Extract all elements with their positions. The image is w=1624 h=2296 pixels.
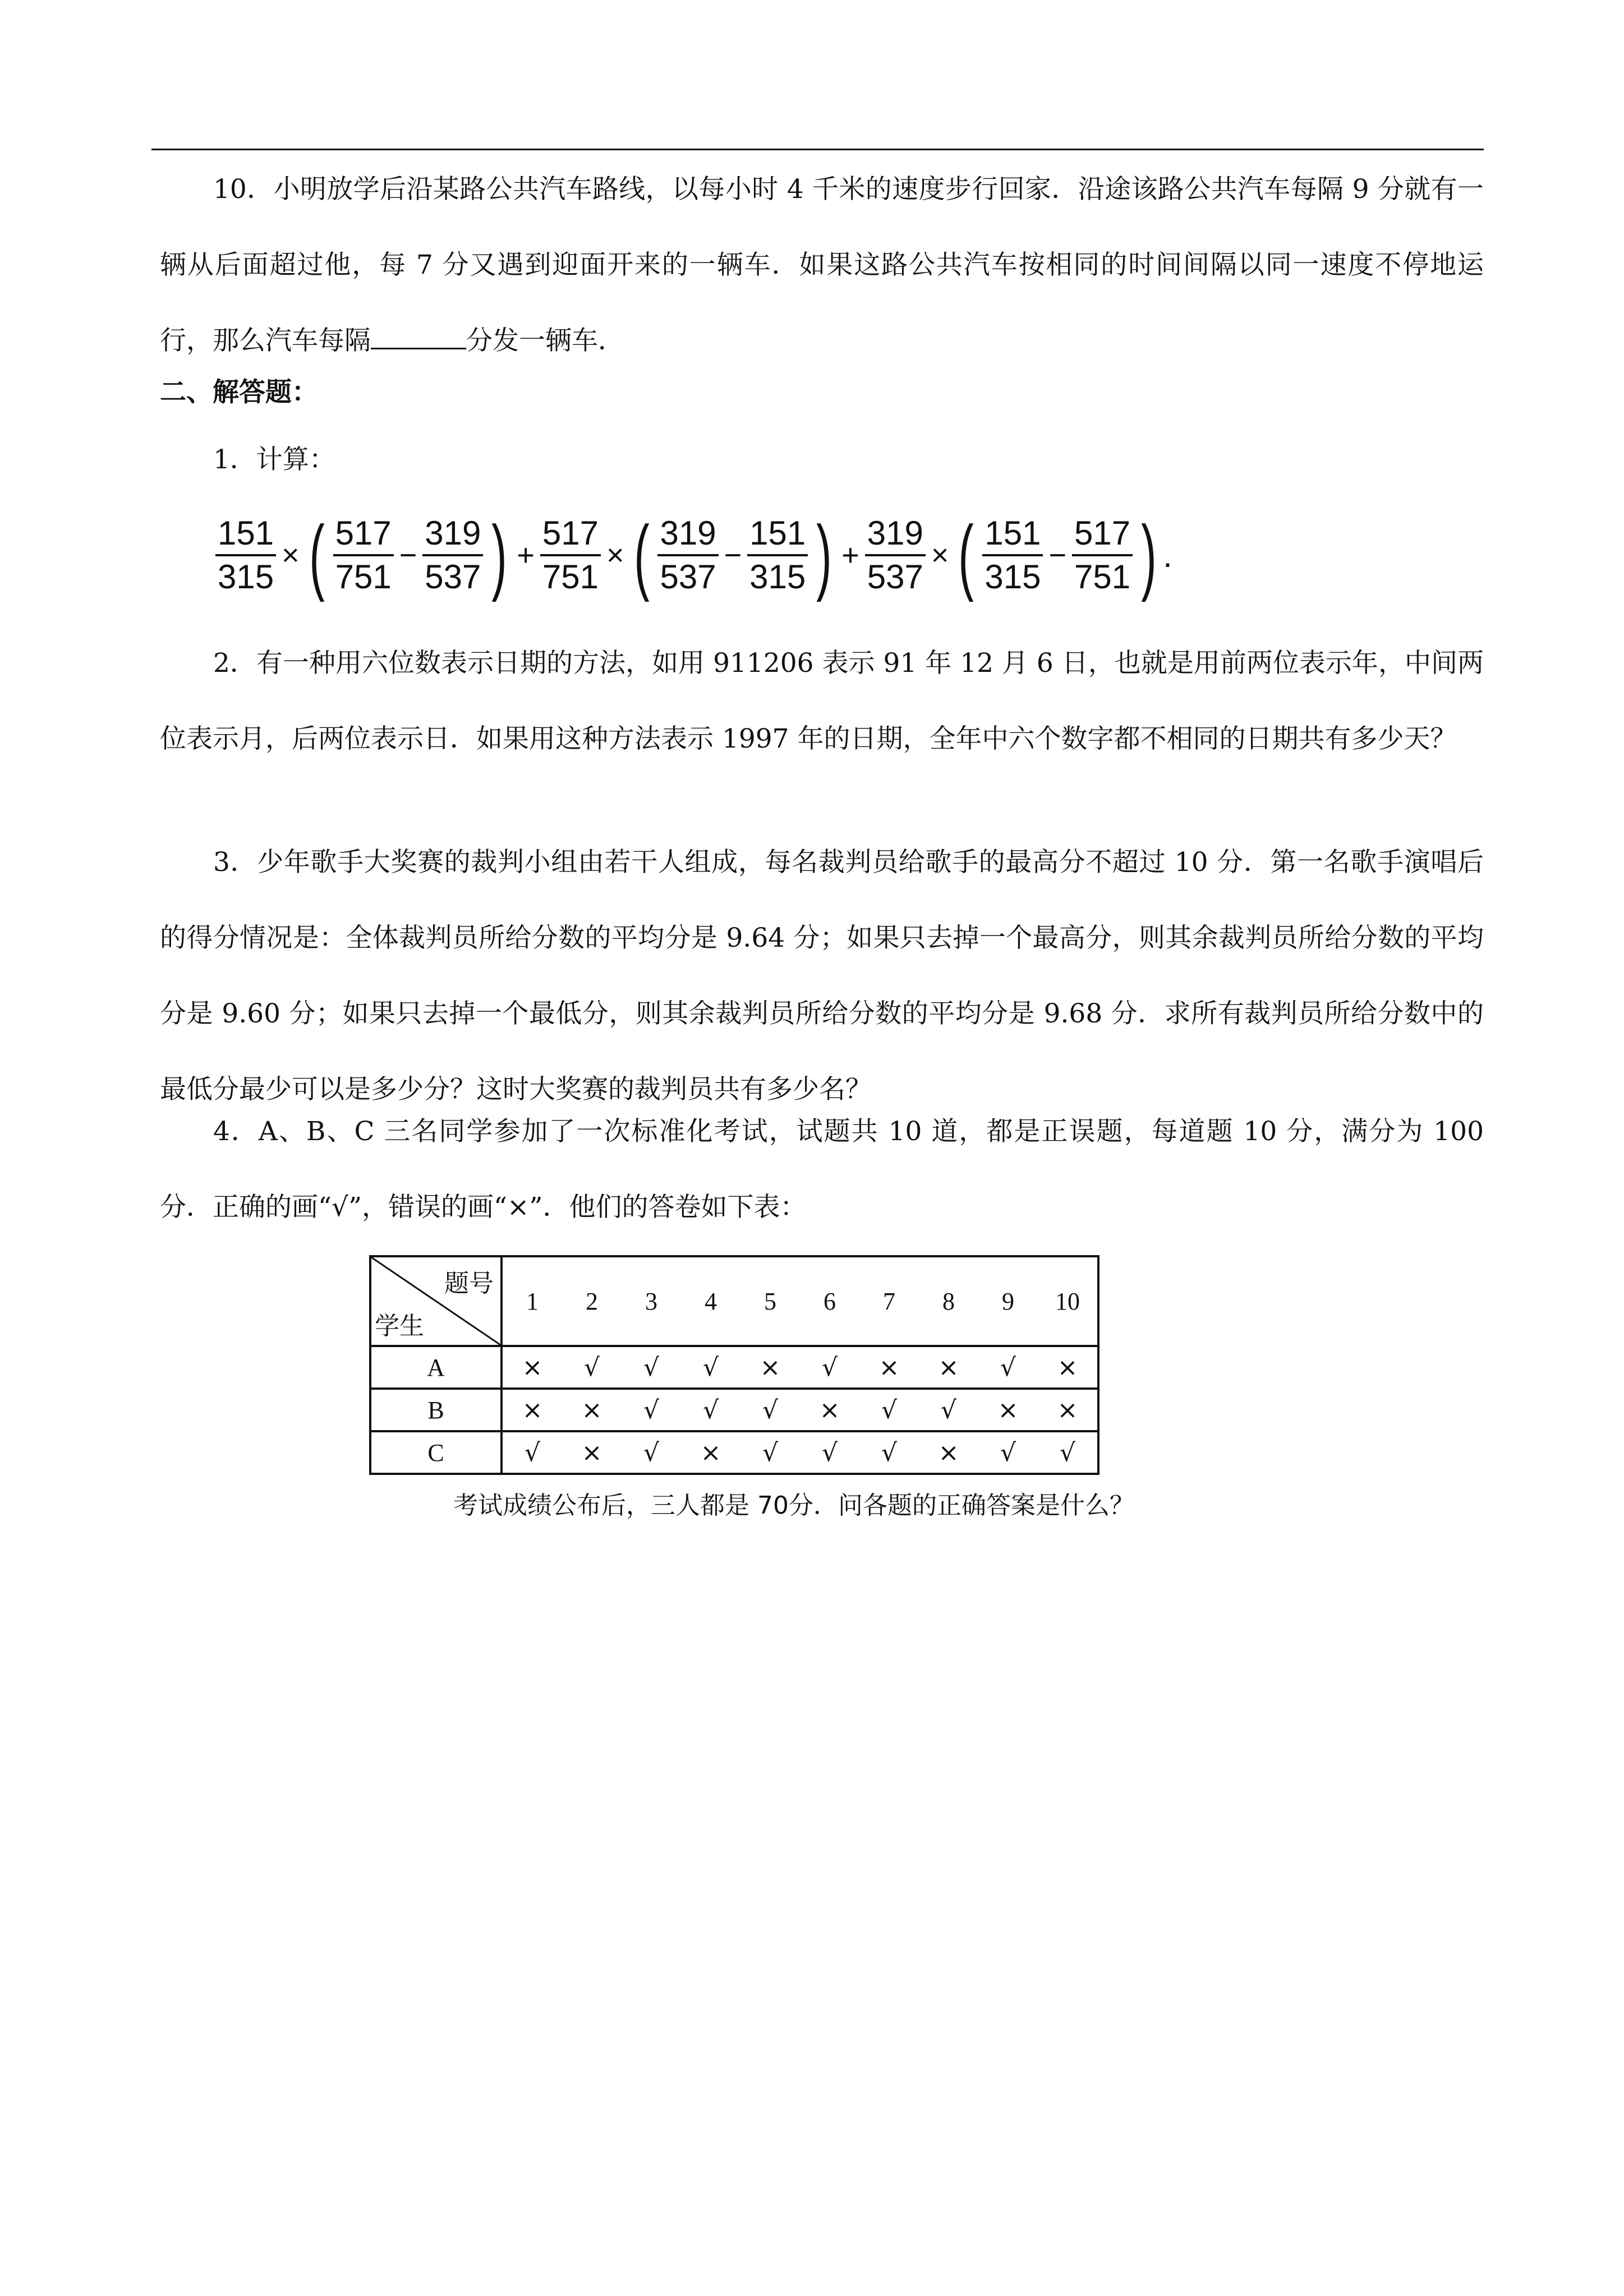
answer-mark: √	[740, 1431, 800, 1474]
answer-mark: ×	[919, 1431, 978, 1474]
minus-sign: −	[399, 538, 417, 572]
calculation-expression	[213, 510, 1172, 600]
table-header-row	[370, 1256, 1098, 1346]
answer-mark: ×	[502, 1346, 562, 1389]
answer-mark: ×	[800, 1389, 859, 1431]
fraction-c	[865, 515, 926, 596]
fraction-a	[215, 515, 276, 596]
plus-sign: +	[517, 538, 535, 572]
answer-mark: √	[800, 1431, 859, 1474]
answer-mark: √	[978, 1346, 1038, 1389]
answer-mark: ×	[1038, 1346, 1098, 1389]
fraction-den: 315	[984, 558, 1041, 596]
table-row-a	[370, 1346, 1098, 1389]
answer-mark: √	[800, 1346, 859, 1389]
answer-mark: √	[681, 1346, 740, 1389]
fraction-num: 319	[422, 515, 483, 556]
answer-mark: √	[740, 1389, 800, 1431]
fraction-den: 537	[867, 558, 923, 596]
answer-mark: ×	[502, 1389, 562, 1431]
question-number: 6	[800, 1256, 859, 1346]
answer-mark: √	[681, 1389, 740, 1431]
answer-mark: √	[859, 1431, 919, 1474]
question-number: 8	[919, 1256, 978, 1346]
fraction-b	[1072, 515, 1133, 596]
right-paren: )	[1141, 508, 1157, 602]
question-number: 1	[502, 1256, 562, 1346]
question-number: 4	[681, 1256, 740, 1346]
fraction-den: 537	[425, 558, 481, 596]
fraction-a	[747, 515, 808, 596]
student-name: B	[370, 1389, 502, 1431]
answer-mark: ×	[562, 1431, 622, 1474]
answer-mark: √	[1038, 1431, 1098, 1474]
fraction-num: 151	[982, 515, 1043, 556]
table-row-b	[370, 1389, 1098, 1431]
corner-label-question: 题号	[444, 1269, 494, 1298]
fraction-c	[657, 515, 718, 596]
fraction-b	[540, 515, 601, 596]
fraction-den: 315	[218, 558, 274, 596]
left-paren: (	[633, 508, 650, 602]
minus-sign: −	[1048, 538, 1067, 572]
answer-mark: ×	[859, 1346, 919, 1389]
plus-sign: +	[841, 538, 859, 572]
question-10	[160, 151, 1484, 379]
answer-mark: √	[562, 1346, 622, 1389]
times-sign: ×	[931, 538, 949, 572]
answer-table	[369, 1255, 1099, 1475]
question-number: 7	[859, 1256, 919, 1346]
end-period: .	[1163, 536, 1172, 574]
answer-mark: √	[502, 1431, 562, 1474]
question-number: 2	[562, 1256, 622, 1346]
question-number: 5	[740, 1256, 800, 1346]
answer-blank	[371, 325, 466, 349]
answer-mark: √	[859, 1389, 919, 1431]
table-caption: 考试成绩公布后，三人都是 70分．问各题的正确答案是什么？	[453, 1491, 1134, 1520]
left-paren: (	[309, 508, 325, 602]
answer-mark: √	[622, 1346, 681, 1389]
answer-mark: ×	[740, 1346, 800, 1389]
problem-4: 4．A、B、C 三名同学参加了一次标准化考试，试题共 10 道，都是正误题，每道题 10 分，满分为 100 分．正确的画“√”，错误的画“×”．他们的答卷如下表：	[160, 1116, 1484, 1223]
fraction-den: 537	[660, 558, 716, 596]
problem-1-label: 1．计算：	[213, 444, 335, 475]
answer-mark: ×	[1038, 1389, 1098, 1431]
minus-sign: −	[724, 538, 742, 572]
header-rule	[151, 149, 1484, 150]
fraction-den: 751	[1074, 558, 1131, 596]
table-row-c	[370, 1431, 1098, 1474]
answer-mark: ×	[681, 1431, 740, 1474]
fraction-num: 517	[540, 515, 601, 556]
right-paren: )	[816, 508, 832, 602]
corner-label-student: 学生	[375, 1312, 424, 1340]
answer-mark: ×	[562, 1389, 622, 1431]
fraction-den: 751	[542, 558, 599, 596]
answer-mark: √	[622, 1431, 681, 1474]
fraction-num: 151	[215, 515, 276, 556]
problem-3: 3．少年歌手大奖赛的裁判小组由若干人组成，每名裁判员给歌手的最高分不超过 10 分．第一名歌手演唱后的得分情况是：全体裁判员所给分数的平均分是 9.64 分；如果只去掉一个最高分，则其余裁判员所给分数的平均分是 9.60 分；如果只去掉一个最低分，则其余裁判员所给分数的平均分是 9.68 分．求所有裁判员所给分数中的最低分最少可以是多少分？这时大奖赛的裁判员共有多少名？	[160, 847, 1484, 1105]
section-title: 二、解答题：	[160, 377, 318, 408]
question-10-tail: 分发一辆车．	[466, 325, 624, 356]
answer-mark: ×	[919, 1346, 978, 1389]
answer-mark: ×	[978, 1389, 1038, 1431]
fraction-num: 151	[747, 515, 808, 556]
question-number: 3	[622, 1256, 681, 1346]
fraction-num: 517	[1072, 515, 1133, 556]
question-number: 10	[1038, 1256, 1098, 1346]
corner-cell	[370, 1256, 502, 1346]
student-name: A	[370, 1346, 502, 1389]
fraction-den: 315	[749, 558, 806, 596]
fraction-den: 751	[335, 558, 392, 596]
fraction-c	[422, 515, 483, 596]
fraction-num: 517	[333, 515, 394, 556]
student-name: C	[370, 1431, 502, 1474]
fraction-a	[982, 515, 1043, 596]
times-sign: ×	[282, 538, 300, 572]
answer-mark: √	[622, 1389, 681, 1431]
right-paren: )	[491, 508, 508, 602]
problem-2: 2．有一种用六位数表示日期的方法，如用 911206 表示 91 年 12 月 6 日，也就是用前两位表示年，中间两位表示月，后两位表示日．如果用这种方法表示 1997 年的日期，全年中六个数字都不相同的日期共有多少天？	[160, 648, 1484, 754]
question-number: 9	[978, 1256, 1038, 1346]
answer-mark: √	[978, 1431, 1038, 1474]
times-sign: ×	[606, 538, 624, 572]
left-paren: (	[958, 508, 974, 602]
fraction-num: 319	[865, 515, 926, 556]
answer-mark: √	[919, 1389, 978, 1431]
fraction-b	[333, 515, 394, 596]
fraction-num: 319	[657, 515, 718, 556]
question-10-text: 10．小明放学后沿某路公共汽车路线，以每小时 4 千米的速度步行回家．沿途该路公共汽车每隔 9 分就有一辆从后面超过他，每 7 分又遇到迎面开来的一辆车．如果这路公共汽车按相同的时间间隔以同一速度不停地运行，那么汽车每隔	[160, 174, 1484, 356]
